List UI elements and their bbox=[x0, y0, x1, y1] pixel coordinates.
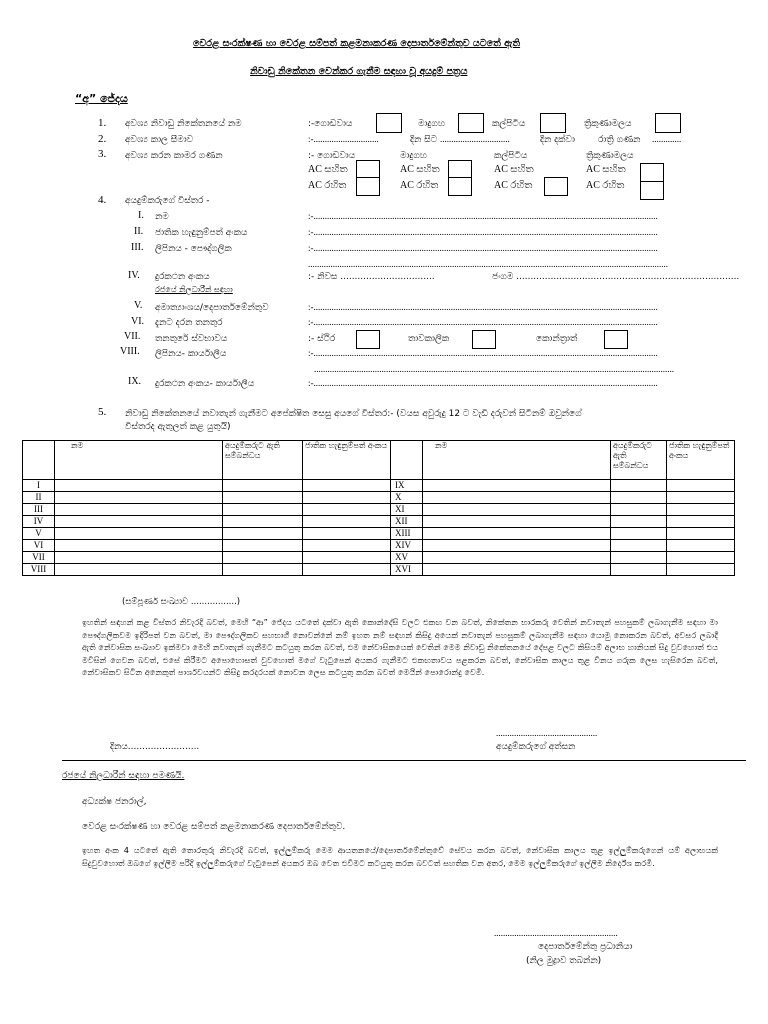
office-address-field-cont[interactable]: ................................................................................................................................................................ bbox=[314, 364, 674, 374]
officials-heading: රජයේ නිලධාරීන් සඳහා පමණයි. bbox=[62, 771, 185, 781]
room-location-label: ත්‍රිකුණාමලය bbox=[586, 151, 634, 161]
total-count[interactable]: (සම්පූර්ණ සංඛ්‍යාව .................) bbox=[122, 597, 241, 607]
item-number: 4. bbox=[98, 194, 107, 206]
ac-without-box[interactable] bbox=[640, 181, 664, 200]
roman-numeral: IX. bbox=[128, 376, 142, 387]
form-title-line2: නිවාඩු නිකේතන වෙන්කර ගැනීම සඳහා වූ අයදුම් පත්‍රය bbox=[250, 66, 468, 77]
department-name: වෙරළ සංරක්ෂණ හා වෙරළ සම්පත් කළමනාකරණ දෙපාර්තමේන්තුව. bbox=[82, 822, 346, 832]
checkbox-trincomalee[interactable] bbox=[655, 113, 681, 133]
row-number: II bbox=[23, 492, 55, 504]
table-cell[interactable] bbox=[303, 552, 391, 564]
bungalow-option-label: කල්පිටිය bbox=[492, 119, 526, 129]
post-type-label: තාවකාලික bbox=[408, 334, 450, 344]
ac-without-label: AC රහිත bbox=[586, 180, 625, 191]
certification-text: ඉහත අංක 4 යටතේ ඇති තොරතුරු නිවැරදි බවත්, ඉල්ලුම්කරු මෙම ආයතනයේ/දෙපාර්තමේන්තුවේ සේවය කරන බවත්, නේවාසික කාලය තුළ ඉල්ලුම්කරුගෙන් යම් අලාභයක් සිදුවුවහොත් ඔබගේ ඉල්ලීම පරිදි ඉල්ලුම්කරුගේ වැටුපෙන් අයකර ඔබ වෙත එවීමට කටයුතු කරන බවටත් සහතික වන අතර, මෙම ඉල්ලුම්කරුගේ ඉල්ලීම නිර්දේශ කරමි. bbox=[82, 845, 718, 868]
row-number: XII bbox=[391, 516, 423, 528]
table-header-row bbox=[23, 441, 735, 480]
table-cell[interactable] bbox=[423, 480, 611, 492]
item5-text-cont: විස්තරද ඇතුලත් කළ යුතුයි) bbox=[125, 422, 231, 432]
table-cell[interactable] bbox=[667, 540, 735, 552]
table-cell[interactable] bbox=[667, 492, 735, 504]
post-type-label: කොන්ත්‍රාත් bbox=[536, 334, 578, 344]
table-cell[interactable] bbox=[223, 552, 303, 564]
table-row bbox=[23, 516, 735, 528]
table-cell[interactable] bbox=[611, 552, 667, 564]
table-cell[interactable] bbox=[611, 540, 667, 552]
item-number: 1. bbox=[98, 117, 107, 129]
roman-numeral: VIII. bbox=[120, 346, 140, 357]
signature-label: අයදුම්කරුගේ අත්සන bbox=[496, 742, 576, 752]
ac-without-label: AC රහිත bbox=[400, 180, 439, 191]
field-label: තනතුරේ ස්වභාවය bbox=[155, 334, 228, 344]
declaration-text: ඉහතින් සඳහන් කළ විස්තර නිවැරදි බවත්, මෙහි “ආ” ජේදය යටතේ දක්වා ඇති කොන්දේසි වලට එකඟ වන බවත්, නිකේතන භාරකරු වෙතින් නවාතැන් පහසුකම් ලබාගැනීම සඳහා මා පෞද්ගලිකවම ඉදිරිපත් වන බවත්, මා පෞද්ගලිකව සහභාගී නොවන්නේ නම් ඉහත නම් සඳහන් කිසිදු අයෙක් නවාතැන් පහසුකම් ලබාගැනීම සඳහා යොමු නොකරන බවත්, අවසර ලබාදී ඇති නේවාසික සංඛ්‍යාව ඉක්මවා මෙහි නවාතැන් ගැනීමට කටයුතු කරන බවත්, එම නේවාසිකයෙක් වෙතින් මෙම නිවාඩු නිකේතනයේ දේපළ වලට කිසියම් අලාභ හානියක් සිදු වුවහොත් එය මවිසින් ගෙවන බවත්, එසේ කිරීමට අපොහොසත් වුවහොත් මගේ වැටුපෙන් අයකර ගැනීමට එකඟතාවය පළකරන බවත්, නේවාසික කාලය තුළ විනය ගරුක ලෙස හැසිරෙන බවත්, නේවාසිකව සිටින අනෙකුත් පාර්ශවයන්ට කිසිදු කරදරයක් නොවන ලෙස කටයුතු කරන බවත් මෙයින් පොරොන්දු වෙමි. bbox=[82, 617, 718, 677]
seal-label: (නිල මුද්‍රාව තබන්න) bbox=[526, 956, 602, 966]
field-label: දැනට දරන තනතුර bbox=[155, 318, 223, 328]
table-cell[interactable] bbox=[55, 540, 223, 552]
table-cell[interactable] bbox=[55, 552, 223, 564]
ac-with-label: AC සහිත bbox=[494, 164, 534, 175]
ministry-field[interactable]: :-......................................................................................................................................................... bbox=[308, 302, 658, 312]
date-from-label: දින සිට bbox=[410, 135, 438, 145]
table-cell bbox=[391, 441, 423, 480]
section-a-heading: “අ” ජේදය bbox=[75, 92, 128, 105]
ac-with-label: AC සහිත bbox=[400, 164, 440, 175]
row-number: XVI bbox=[391, 564, 423, 576]
table-cell[interactable] bbox=[223, 516, 303, 528]
table-header: නම bbox=[55, 441, 223, 480]
ac-with-label: AC සහිත bbox=[308, 164, 348, 175]
table-cell[interactable] bbox=[667, 552, 735, 564]
roman-numeral: I. bbox=[138, 210, 144, 221]
table-cell[interactable] bbox=[303, 480, 391, 492]
field-label: අමාත්‍යාංශය/දෙපාර්තමේන්තුව bbox=[155, 303, 269, 313]
table-cell[interactable] bbox=[55, 504, 223, 516]
row-number: IV bbox=[23, 516, 55, 528]
signature-line[interactable]: ............................................. bbox=[496, 728, 598, 738]
room-location-label: මාදුගහ bbox=[400, 151, 427, 161]
row-number: V bbox=[23, 528, 55, 540]
table-cell bbox=[23, 441, 55, 480]
table-cell[interactable] bbox=[667, 564, 735, 576]
table-cell[interactable] bbox=[223, 540, 303, 552]
table-cell[interactable] bbox=[423, 528, 611, 540]
table-cell[interactable] bbox=[611, 528, 667, 540]
bungalow-option-label: මාදුගහ bbox=[418, 119, 445, 129]
roman-numeral: VI. bbox=[131, 316, 145, 327]
divider bbox=[62, 760, 746, 761]
ac-with-label: AC සහිත bbox=[586, 164, 626, 175]
row-number: VI bbox=[23, 540, 55, 552]
row-number: XV bbox=[391, 552, 423, 564]
table-cell[interactable] bbox=[611, 516, 667, 528]
ac-without-box[interactable] bbox=[356, 177, 380, 196]
office-phone-field[interactable]: :-......................................................................................................................................................... bbox=[308, 378, 658, 388]
roman-numeral: IV. bbox=[128, 270, 140, 281]
room-location-label: :- ගොඩවාය bbox=[308, 151, 356, 161]
field-label: දුරකථන අංකය- කාර්යාලීය bbox=[155, 379, 255, 389]
table-cell[interactable] bbox=[611, 564, 667, 576]
office-address-field[interactable]: :-......................................................................................................................................................... bbox=[308, 348, 658, 358]
room-location-label: කල්පිටිය bbox=[494, 151, 528, 161]
permanent-checkbox[interactable] bbox=[356, 330, 380, 349]
table-cell[interactable] bbox=[303, 516, 391, 528]
table-cell[interactable] bbox=[667, 528, 735, 540]
table-cell[interactable] bbox=[303, 492, 391, 504]
table-cell[interactable] bbox=[667, 504, 735, 516]
date-to-field[interactable]: ............................... bbox=[440, 134, 510, 144]
table-cell[interactable] bbox=[55, 516, 223, 528]
checkbox-godawaya[interactable] bbox=[376, 113, 402, 133]
table-header: ජාතික හැඳුනුම්පත් අංකය bbox=[303, 441, 391, 480]
field-sublabel: රජයේ නිලධාරීන් සඳහා bbox=[155, 285, 233, 294]
ac-without-box[interactable] bbox=[544, 177, 568, 196]
roman-numeral: V. bbox=[134, 300, 143, 311]
phone-home-field[interactable]: :- නිවස ................................. bbox=[308, 272, 435, 282]
row-number: VII bbox=[23, 552, 55, 564]
table-cell[interactable] bbox=[303, 540, 391, 552]
table-cell[interactable] bbox=[223, 564, 303, 576]
item-number: 5. bbox=[98, 406, 107, 418]
bungalow-option-label: :-ගොඩවාය bbox=[308, 119, 353, 129]
table-header: ජාතික හැඳුනුම්පත් අංකය bbox=[667, 441, 735, 480]
table-header: අයදුම්කරුට ඇති සම්බන්ධය bbox=[223, 441, 303, 480]
field-label: ජාතික හැඳුනුම්පත් අංකය bbox=[155, 228, 248, 238]
head-signature-line[interactable]: ....................................................... bbox=[494, 928, 618, 938]
designation-field[interactable]: :-......................................................................................................................................................... bbox=[308, 317, 658, 327]
row-number: X bbox=[391, 492, 423, 504]
table-cell[interactable] bbox=[667, 516, 735, 528]
table-cell[interactable] bbox=[55, 564, 223, 576]
row-number: III bbox=[23, 504, 55, 516]
table-row bbox=[23, 504, 735, 516]
date-field[interactable]: දිනය......................... bbox=[110, 742, 200, 752]
field-label: ලිපිනය - පෞද්ගලික bbox=[155, 244, 232, 254]
roman-numeral: II. bbox=[134, 226, 144, 237]
ac-without-label: AC රහිත bbox=[494, 180, 533, 191]
checkbox-kalpitiya[interactable] bbox=[540, 113, 566, 133]
row-number: XIV bbox=[391, 540, 423, 552]
members-table bbox=[22, 440, 735, 576]
row-number: VIII bbox=[23, 564, 55, 576]
address-field-cont[interactable]: ................................................................................................................................................................ bbox=[308, 259, 668, 269]
table-cell[interactable] bbox=[223, 480, 303, 492]
nights-field[interactable]: ............. bbox=[652, 134, 682, 144]
item5-text: නිවාඩු නිකේතනයේ නවාතැන් ගැනීමට අපේක්ෂිත සෙසු අයගේ විස්තර:- (වයස අවුරුදු 12 ට වැඩි දරුවන් සිටීනම් ඔවුන්ගේ bbox=[125, 409, 582, 419]
date-to-label: දින දක්වා bbox=[540, 135, 575, 145]
table-cell[interactable] bbox=[423, 564, 611, 576]
table-cell[interactable] bbox=[611, 504, 667, 516]
table-cell[interactable] bbox=[423, 540, 611, 552]
bungalow-option-label: ත්‍රිකුණාමලය bbox=[584, 119, 632, 129]
roman-numeral: III. bbox=[131, 242, 144, 253]
name-field[interactable]: :-......................................................................................................................................................... bbox=[308, 211, 658, 221]
table-cell[interactable] bbox=[423, 492, 611, 504]
address-field[interactable]: :-......................................................................................................................................................... bbox=[308, 243, 658, 253]
contract-checkbox[interactable] bbox=[604, 330, 628, 349]
roman-numeral: VII. bbox=[124, 331, 141, 342]
row-number: IX bbox=[391, 480, 423, 492]
table-row bbox=[23, 552, 735, 564]
field-label: නම bbox=[155, 212, 169, 222]
table-cell[interactable] bbox=[303, 528, 391, 540]
table-cell[interactable] bbox=[55, 492, 223, 504]
table-cell[interactable] bbox=[55, 480, 223, 492]
item-label: අවශ්‍ය කරන කාමර ගණන bbox=[125, 151, 223, 161]
table-row bbox=[23, 480, 735, 492]
table-cell[interactable] bbox=[423, 504, 611, 516]
table-cell[interactable] bbox=[611, 480, 667, 492]
table-cell[interactable] bbox=[223, 528, 303, 540]
item-label: අවශ්‍ය කාල සීමාව bbox=[125, 135, 194, 145]
form-title-line1: වෙරළ සංරක්ෂණ හා වෙරළ සම්පත් කළමනාකරණ දෙපාර්තමේන්තුව යටතේ ඇති bbox=[193, 38, 521, 49]
ac-without-label: AC රහිත bbox=[308, 180, 347, 191]
phone-mobile-field[interactable]: ජංගම .............................................................................. bbox=[492, 272, 740, 282]
salutation: අධ්‍යක්ෂ ජනරාල්, bbox=[82, 797, 147, 807]
post-type-label: :- ස්ථිර bbox=[308, 334, 336, 344]
table-header: නම bbox=[423, 441, 611, 480]
item-number: 2. bbox=[98, 133, 107, 145]
item-label: අයදුම්කරුගේ විස්තර - bbox=[125, 196, 210, 206]
ac-without-box[interactable] bbox=[448, 177, 472, 196]
row-number: XI bbox=[391, 504, 423, 516]
temporary-checkbox[interactable] bbox=[472, 330, 496, 349]
ac-with-box[interactable] bbox=[640, 163, 664, 182]
table-row bbox=[23, 528, 735, 540]
table-cell[interactable] bbox=[223, 504, 303, 516]
field-label: ලිපිනය- කාර්යාලීය bbox=[155, 349, 227, 359]
nic-field[interactable]: :-......................................................................................................................................................... bbox=[308, 227, 658, 237]
table-cell[interactable] bbox=[423, 552, 611, 564]
table-row bbox=[23, 492, 735, 504]
table-cell[interactable] bbox=[303, 564, 391, 576]
table-row bbox=[23, 564, 735, 576]
head-label: දෙපාර්තමේන්තු ප්‍රධානියා bbox=[538, 942, 633, 952]
table-cell[interactable] bbox=[303, 504, 391, 516]
field-label: දුරකථන අංකය bbox=[155, 272, 210, 282]
row-number: XIII bbox=[391, 528, 423, 540]
item-number: 3. bbox=[98, 148, 107, 160]
table-cell[interactable] bbox=[223, 492, 303, 504]
table-cell[interactable] bbox=[423, 516, 611, 528]
row-number: I bbox=[23, 480, 55, 492]
table-cell[interactable] bbox=[667, 480, 735, 492]
table-cell[interactable] bbox=[55, 528, 223, 540]
nights-label: රාත්‍රි ගණන bbox=[598, 135, 641, 145]
table-row bbox=[23, 540, 735, 552]
table-header: අයදුම්කරුට ඇති සම්බන්ධය bbox=[611, 441, 667, 480]
checkbox-madugaha[interactable] bbox=[458, 113, 484, 133]
date-from-field[interactable]: :-............................. bbox=[308, 134, 379, 144]
item-label: අවශ්‍ය නිවාඩු නිකේතනයේ නම bbox=[125, 119, 242, 129]
table-cell[interactable] bbox=[611, 492, 667, 504]
